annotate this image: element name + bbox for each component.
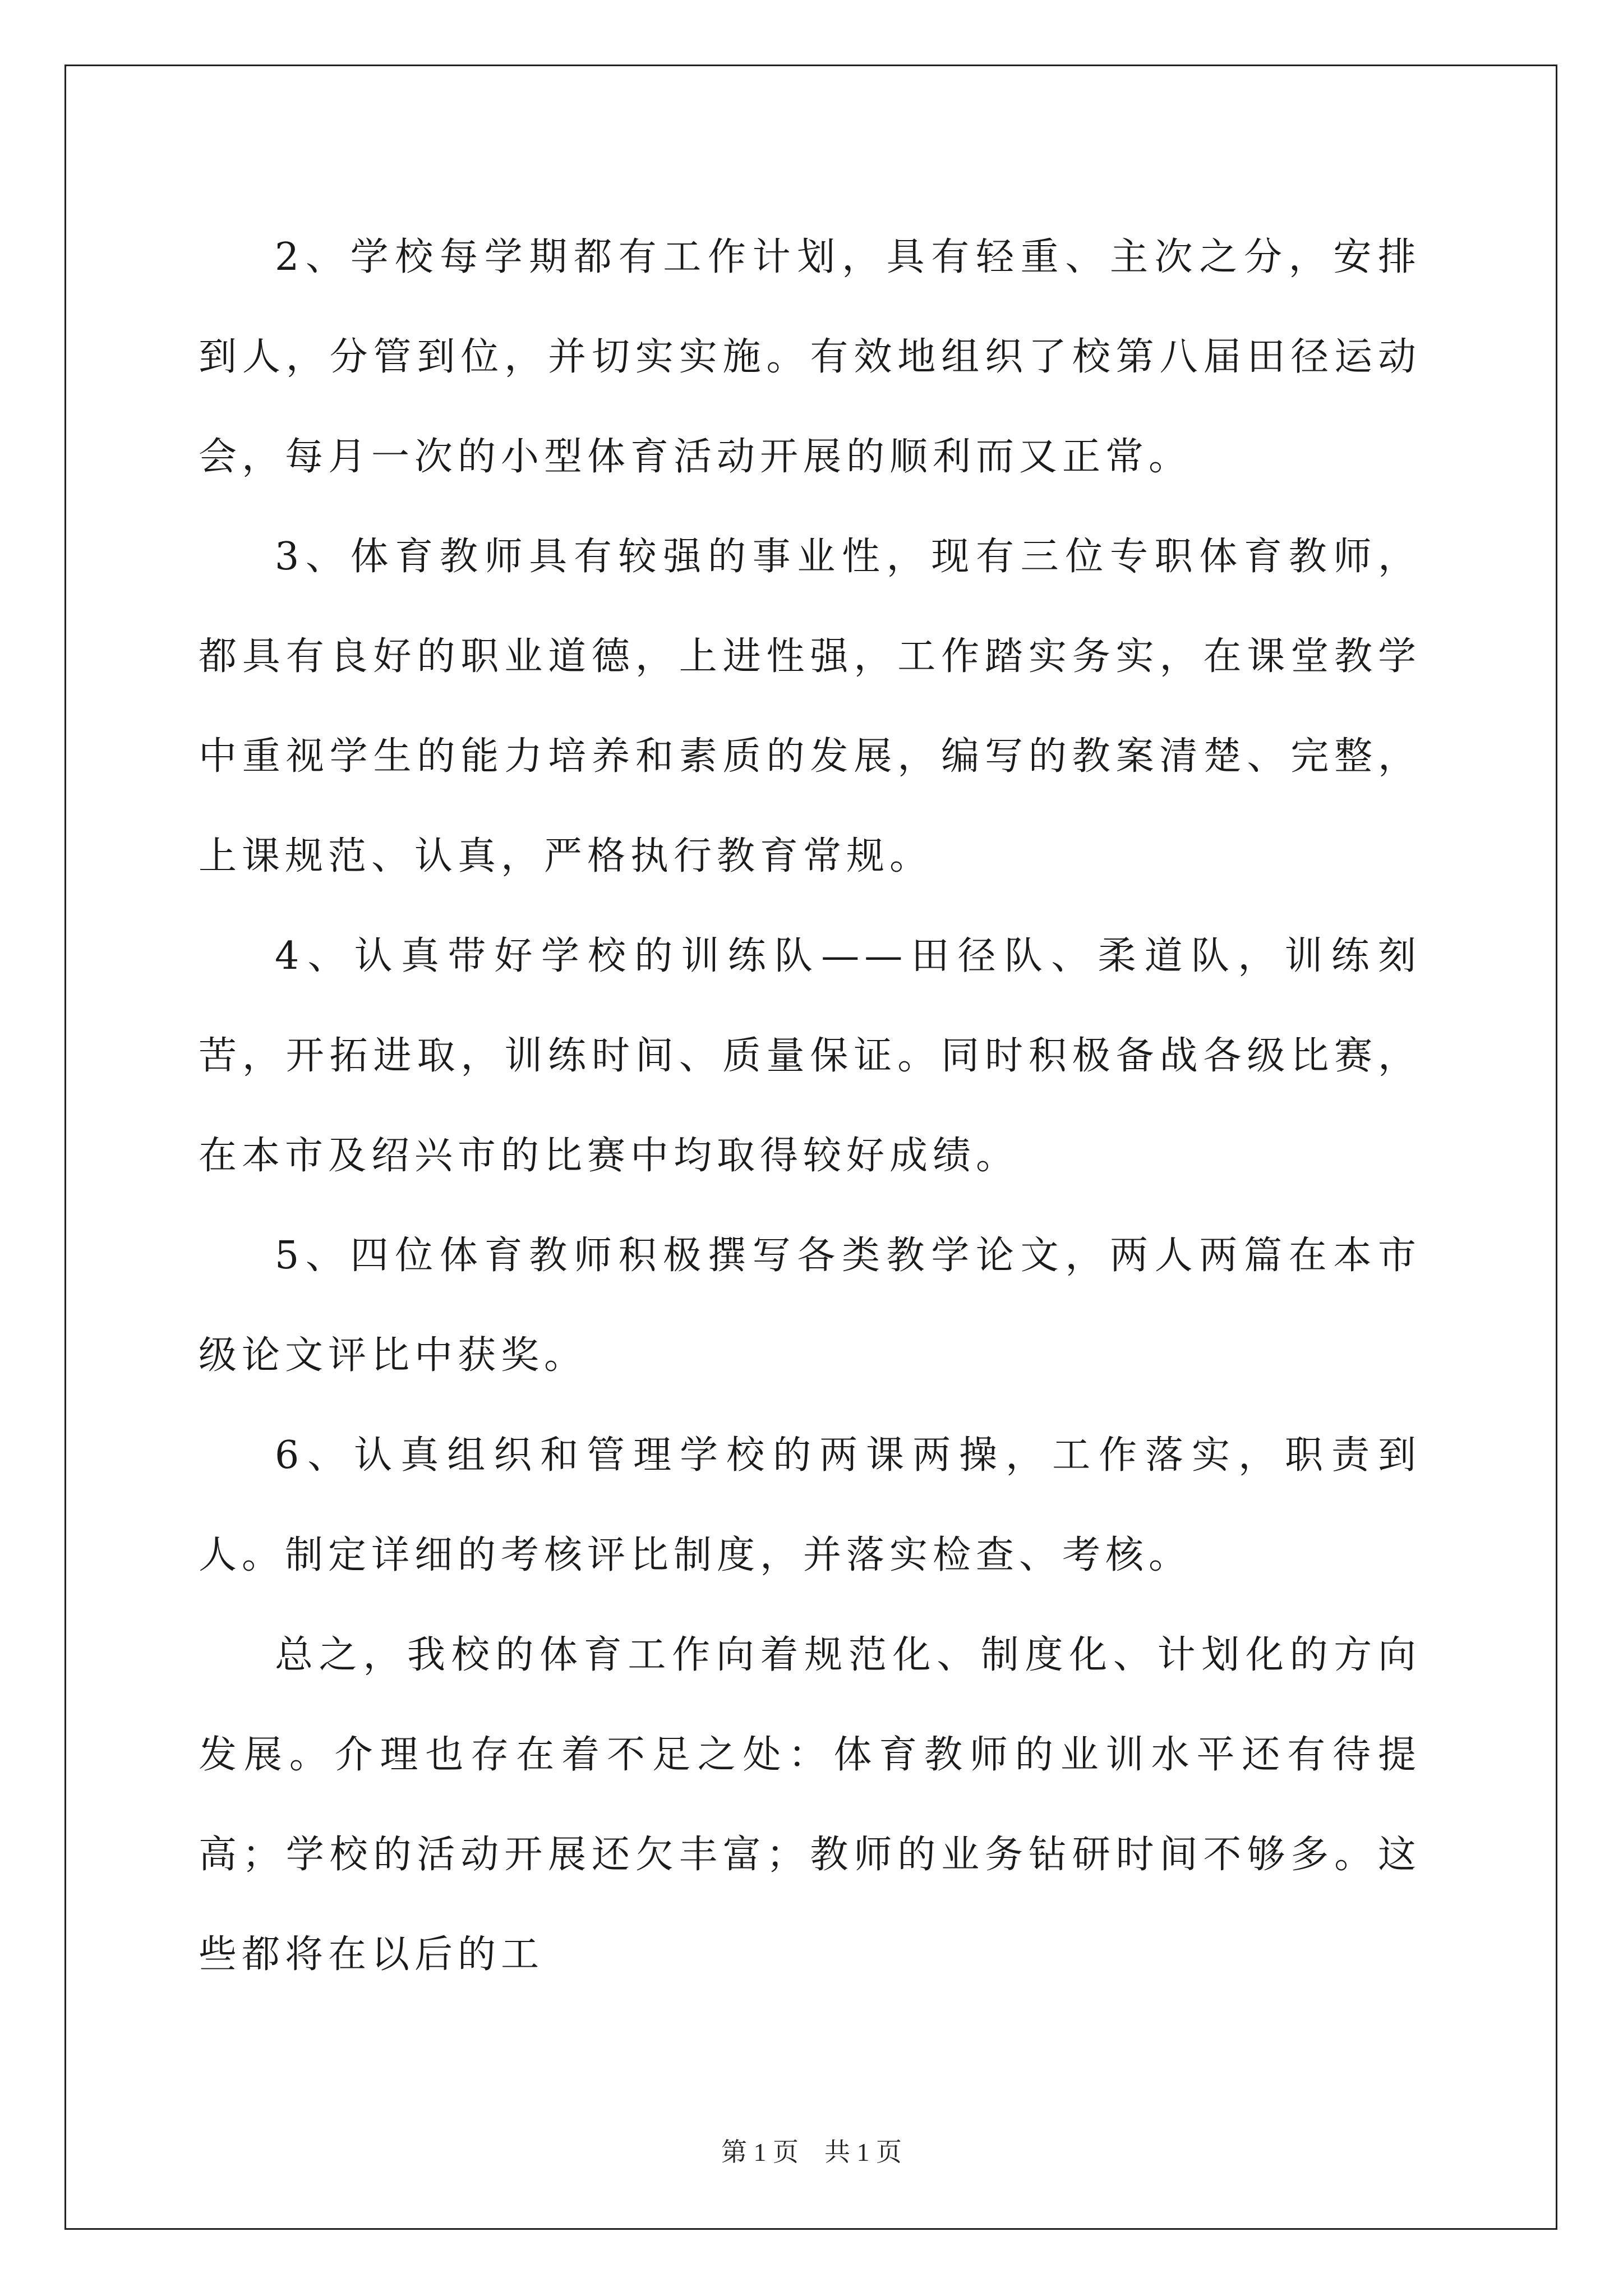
page-number-footer: 第 1 页 共 1 页: [721, 2138, 902, 2166]
paragraph-summary: 总之，我校的体育工作向着规范化、制度化、计划化的方向发展。介理也存在着不足之处：体育教师的业训水平还有待提高；学校的活动开展还欠丰富；教师的业务钻研时间不够多。这些都将在以后的工: [199, 1633, 1421, 1977]
paragraph-4: 4、认真带好学校的训练队——田径队、柔道队，训练刻苦，开拓进取，训练时间、质量保证。同时积极备战各级比赛，在本市及绍兴市的比赛中均取得较好成绩。: [199, 934, 1421, 1178]
paragraph-5: 5、四位体育教师积极撰写各类教学论文，两人两篇在本市级论文评比中获奖。: [199, 1234, 1421, 1378]
paragraph-3: 3、体育教师具有较强的事业性，现有三位专职体育教师，都具有良好的职业道德，上进性强，工作踏实务实，在课堂教学中重视学生的能力培养和素质的发展，编写的教案清楚、完整，上课规范、认真，严格执行教育常规。: [199, 535, 1421, 878]
paragraph-2: 2、学校每学期都有工作计划，具有轻重、主次之分，安排到人，分管到位，并切实实施。有效地组织了校第八届田径运动会，每月一次的小型体育活动开展的顺利而又正常。: [199, 235, 1421, 479]
paragraph-6: 6、认真组织和管理学校的两课两操，工作落实，职责到人。制定详细的考核评比制度，并落实检查、考核。: [199, 1433, 1421, 1577]
document-body: [199, 208, 1421, 2005]
